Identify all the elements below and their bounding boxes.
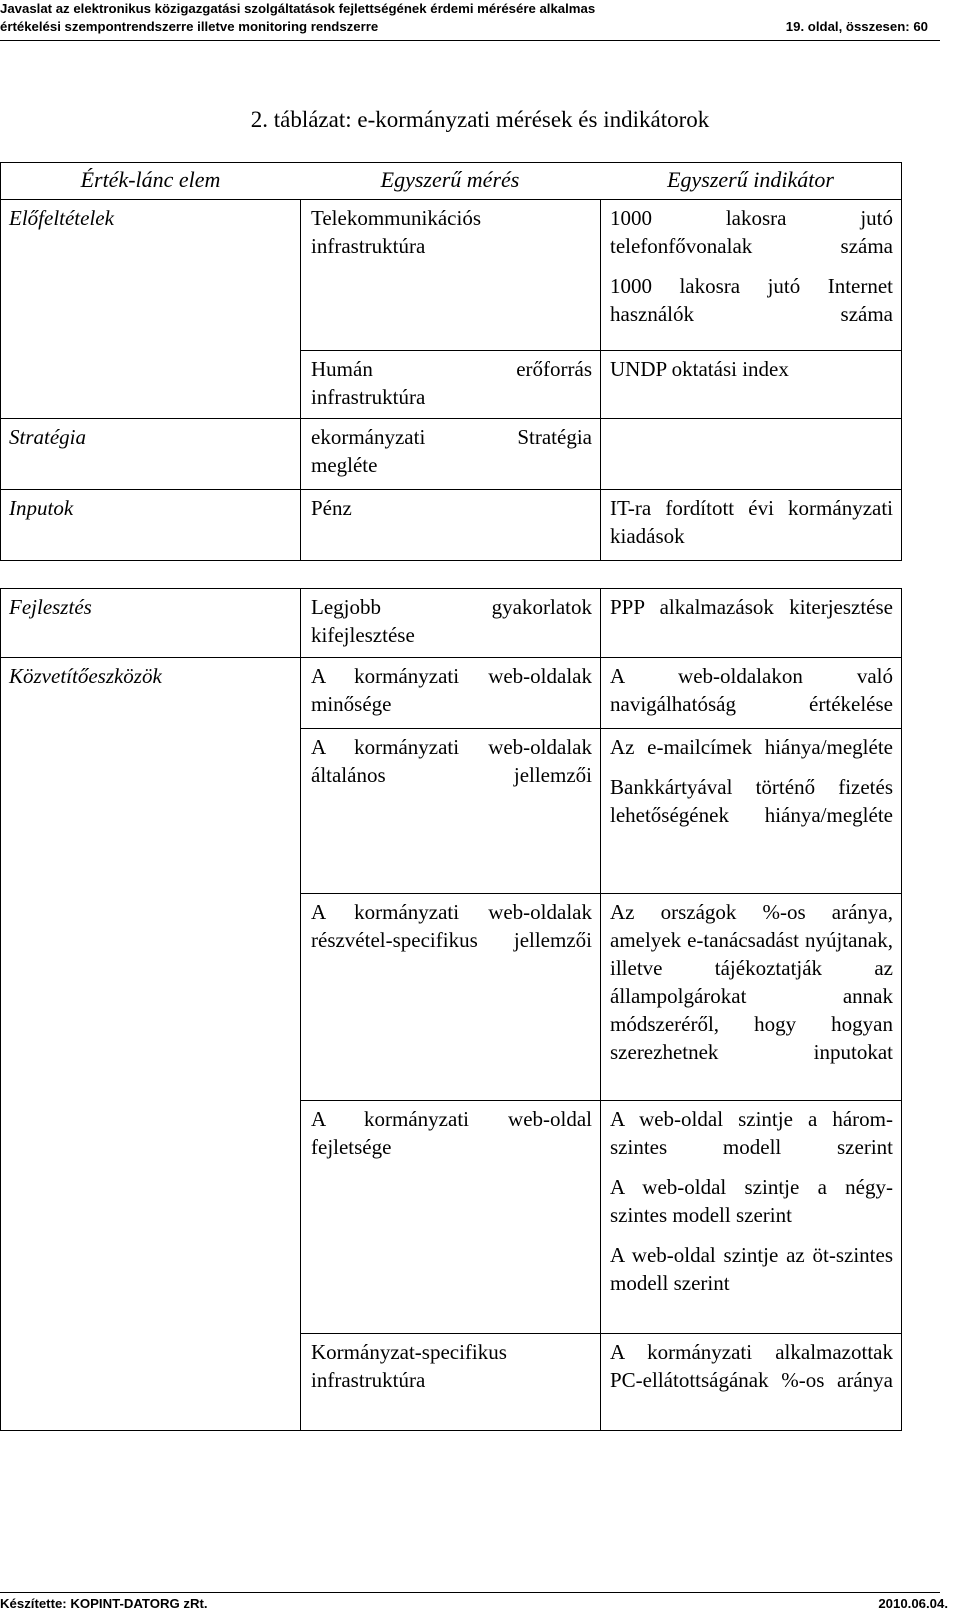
measure-cell-word: erőforrás (516, 357, 592, 381)
table-row (1, 418, 901, 489)
column-header-simple-indicator: Egyszerű indikátor (667, 167, 834, 192)
indicator-cell: A web-oldalakon való navigálhatóság értékelése (610, 664, 893, 716)
table-row (1, 199, 901, 350)
value-chain-cell: Inputok (9, 496, 74, 520)
table-row (1, 1100, 901, 1333)
footer-date: 2010.06.04. (878, 1596, 948, 1611)
value-chain-cell: Stratégia (9, 425, 86, 449)
table-row (1, 489, 901, 560)
table-row (1, 1333, 901, 1430)
measure-cell: Telekommunikációs infrastruktúra (311, 206, 481, 258)
table-header-row (1, 163, 901, 199)
measure-cell: Kormányzat-specifikus infrastruktúra (311, 1340, 507, 1392)
table-row (1, 893, 901, 1100)
indicator-cell: 1000 lakosra jutó Internet használók száma (610, 274, 893, 326)
table-row (1, 657, 901, 728)
table-row (1, 350, 901, 418)
page-number: 19. oldal, összesen: 60 (785, 19, 928, 34)
indicator-cell: PPP alkalmazások kiterjesztése (610, 595, 893, 619)
measure-cell-word: Humán (311, 357, 373, 381)
footer-divider (0, 1592, 940, 1593)
measure-cell: A kormányzati web-oldalak minősége (311, 664, 592, 716)
measure-cell: Legjobb gyakorlatok kifejlesztése (311, 595, 592, 647)
measure-cell: infrastruktúra (311, 385, 426, 409)
column-header-simple-measure: Egyszerű mérés (380, 167, 520, 192)
measure-cell-word: ekormányzati (311, 425, 426, 449)
table-row (1, 589, 901, 657)
measure-cell: megléte (311, 453, 378, 477)
value-chain-cell: Közvetítőeszközök (9, 664, 162, 688)
measure-cell: Pénz (311, 496, 352, 520)
measure-cell-word: Stratégia (517, 425, 592, 449)
page-footer (0, 1592, 960, 1616)
measure-cell: A kormányzati web-oldalak általános jellemzői (311, 735, 592, 787)
page-header (0, 0, 960, 42)
header-title-line2: értékelési szempontrendszerre illetve monitoring rendszerre (0, 19, 379, 34)
header-divider (0, 40, 940, 41)
measure-cell: A kormányzati web-oldalak részvétel-specifikus jellemzői (311, 900, 592, 952)
header-title-line1: Javaslat az elektronikus közigazgatási szolgáltatások fejlettségének érdemi mérésére alkalmas (0, 1, 596, 16)
indicator-table (0, 162, 902, 561)
footer-author: Készítette: KOPINT-DATORG zRt. (0, 1596, 208, 1611)
indicator-cell: Az e-mailcímek hiánya/megléte (610, 735, 893, 759)
indicator-cell: IT-ra fordított évi kormányzati kiadások (610, 496, 893, 548)
indicator-table-continued (0, 588, 902, 1431)
indicator-cell: 1000 lakosra jutó telefonfővonalak száma (610, 206, 893, 258)
table-row (1, 728, 901, 893)
table-caption: 2. táblázat: e-kormányzati mérések és indikátorok (250, 107, 710, 132)
indicator-cell: UNDP oktatási index (610, 357, 789, 381)
indicator-cell: A web-oldal szintje a négy-szintes modell szerint (610, 1175, 893, 1227)
indicator-cell: A web-oldal szintje a három-szintes modell szerint (610, 1107, 893, 1159)
indicator-cell: Az országok %-os aránya, amelyek e-tanácsadást nyújtanak, illetve tájékoztatják az állampolgárokat annak módszeréről, hogy hogyan szerezhetnek inputokat (610, 900, 893, 1064)
measure-cell: A kormányzati web-oldal fejletsége (311, 1107, 592, 1159)
indicator-cell: A web-oldal szintje az öt-szintes modell szerint (610, 1243, 893, 1295)
value-chain-cell: Fejlesztés (9, 595, 92, 619)
indicator-cell: Bankkártyával történő fizetés lehetőségének hiánya/megléte (610, 775, 893, 827)
indicator-cell: A kormányzati alkalmazottak PC-ellátottságának %-os aránya (610, 1340, 893, 1392)
value-chain-cell: Előfeltételek (9, 206, 114, 230)
column-header-value-chain: Érték-lánc elem (80, 167, 221, 192)
